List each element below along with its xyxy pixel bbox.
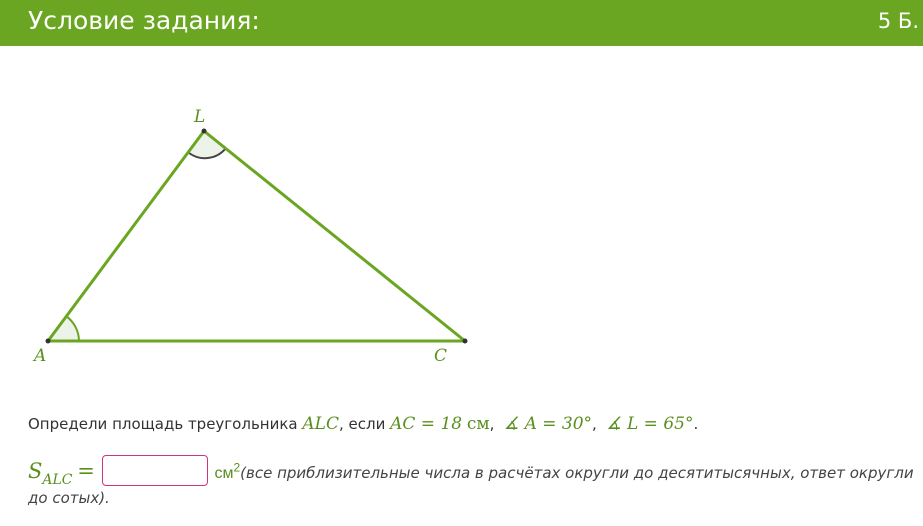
condition-word: , если <box>338 415 386 433</box>
unit-text: см <box>214 465 234 482</box>
triangle-name: ALC <box>302 414 339 434</box>
question-prefix: Определи площадь треугольника <box>28 415 298 433</box>
area-subscript: ALC <box>42 472 73 488</box>
unit-power: 2 <box>233 460 241 475</box>
question-text: Определи площадь треугольника ALC, если AC = 18 см, ∡ A = 30°, ∡ L = 65°. <box>28 414 699 434</box>
answer-hint: (все приблизительные числа в расчётах округли до десятитысячных, ответ округли до сотых). <box>28 464 914 507</box>
vertex-a-label: A <box>34 346 47 366</box>
vertex-l-label: L <box>194 107 206 127</box>
answer-input[interactable] <box>102 455 208 486</box>
triangle-alc <box>48 131 465 341</box>
vertex-l-dot <box>202 129 207 134</box>
vertex-c-dot <box>463 339 468 344</box>
angle-l-value: ∡ L = 65° <box>606 414 694 434</box>
area-letter: S <box>28 459 43 483</box>
task-title: Условие задания: <box>28 6 260 35</box>
answer-unit <box>214 460 241 482</box>
task-points: 5 Б. <box>877 9 919 33</box>
answer-row <box>28 458 916 507</box>
angle-a-value: ∡ A = 30° <box>503 414 593 434</box>
side-value: AC = 18 <box>390 414 463 434</box>
equals-sign: = <box>77 459 95 483</box>
vertex-c-label: C <box>434 346 448 366</box>
area-symbol <box>28 459 73 488</box>
side-unit: см <box>466 414 490 434</box>
vertex-a-dot <box>46 339 51 344</box>
question-end: . <box>693 415 699 433</box>
